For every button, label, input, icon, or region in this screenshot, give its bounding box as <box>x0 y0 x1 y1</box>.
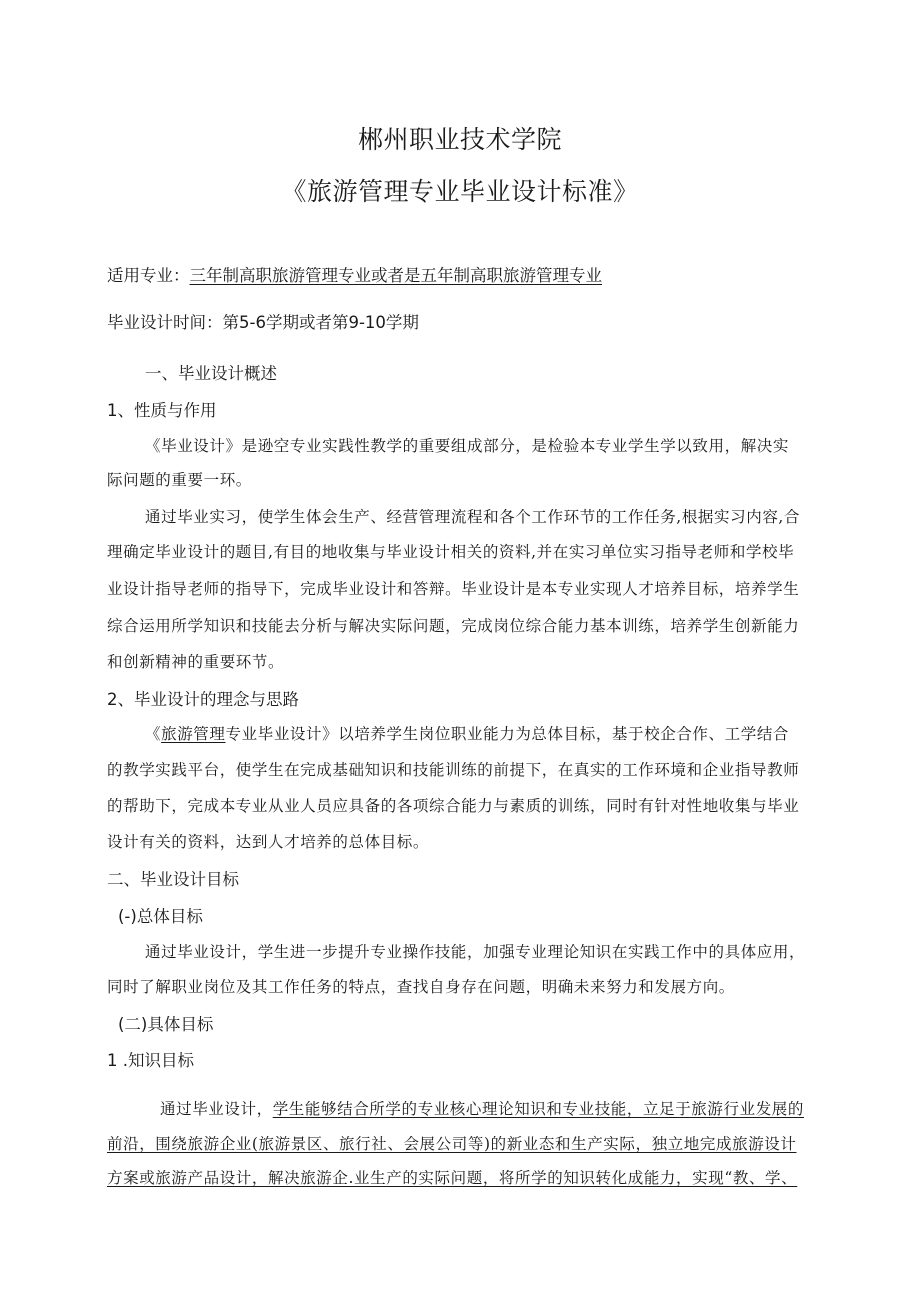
section1-heading: 一、毕业设计概述 <box>145 364 277 383</box>
document-title-standard: 《旅游管理专业毕业设计标准》 <box>281 177 639 206</box>
document-title-school: 郴州职业技术学院 <box>357 125 562 154</box>
s2-2-1-heading: 1 .知识目标 <box>107 1051 194 1070</box>
paragraph-line: 际问题的重要一环。 <box>107 471 252 489</box>
text-span-underlined: 旅游管理 <box>161 725 226 743</box>
paragraph-line: 同时了解职业岗位及其工作任务的特点，查找自身存在问题，明确未来努力和发展方向。 <box>107 978 735 996</box>
design-time: 毕业设计时间：第5-6学期或者第9-10学期 <box>107 313 419 332</box>
applicable-major-label: 适用专业： <box>107 266 190 285</box>
paragraph-line: 理确定毕业设计的题目,有目的地收集与毕业设计相关的资料,并在实习单位实习指导老师和学校毕 <box>107 543 795 561</box>
s2-1-heading: (-)总体目标 <box>118 907 203 926</box>
applicable-major-value: 三年制高职旅游管理专业或者是五年制高职旅游管理专业 <box>189 266 602 285</box>
paragraph-line: 的教学实践平台，使学生在完成基础知识和技能训练的前提下，在真实的工作环境和企业指导教师 <box>107 761 800 779</box>
section2-heading: 二、毕业设计目标 <box>107 870 239 889</box>
paragraph-line: 方案或旅游产品设计，解决旅游企.业生产的实际问题，将所学的知识转化成能力，实现“教、学、 <box>107 1169 798 1187</box>
paragraph-line <box>145 722 789 744</box>
s1-2-heading: 2、毕业设计的理念与思路 <box>107 690 299 709</box>
paragraph-line: 设计有关的资料，达到人才培养的总体目标。 <box>107 833 430 851</box>
s1-1-heading: 1、性质与作用 <box>107 401 217 420</box>
paragraph-line: 业设计指导老师的指导下，完成毕业设计和答辩。毕业设计是本专业实现人才培养目标，培养学生 <box>107 580 800 598</box>
text-span-underlined: 学生能够结合所学的专业核心理论知识和专业技能，立足于旅游行业发展的 <box>272 1100 805 1118</box>
paragraph-line: 的帮助下，完成本专业从业人员应具备的各项综合能力与素质的训练，同时有针对性地收集与毕业 <box>107 797 800 815</box>
paragraph-line: 通过毕业实习，使学生体会生产、经营管理流程和各个工作环节的工作任务,根据实习内容,合 <box>145 508 801 526</box>
text-span: 《 <box>145 725 162 743</box>
text-span: 通过毕业设计， <box>160 1100 273 1118</box>
paragraph-line <box>160 1097 804 1119</box>
paragraph-line: 通过毕业设计，学生进一步提升专业操作技能，加强专业理论知识在实践工作中的具体应用， <box>145 943 806 961</box>
paragraph-line: 前沿，围绕旅游企业(旅游景区、旅行社、会展公司等)的新业态和生产实际，独立地完成旅游设计 <box>107 1135 797 1153</box>
applicable-major <box>107 262 602 286</box>
paragraph-line: 《毕业设计》是逊空专业实践性教学的重要组成部分，是检验本专业学生学以致用，解决实 <box>145 437 790 455</box>
text-span: 专业毕业设计》以培养学生岗位职业能力为总体目标，基于校企合作、工学结合 <box>225 725 790 743</box>
paragraph-line: 和创新精神的重要环节。 <box>107 653 285 671</box>
paragraph-line: 综合运用所学知识和技能去分析与解决实际问题，完成岗位综合能力基本训练，培养学生创新能力 <box>107 617 800 635</box>
s2-2-heading: (二)具体目标 <box>118 1015 214 1034</box>
